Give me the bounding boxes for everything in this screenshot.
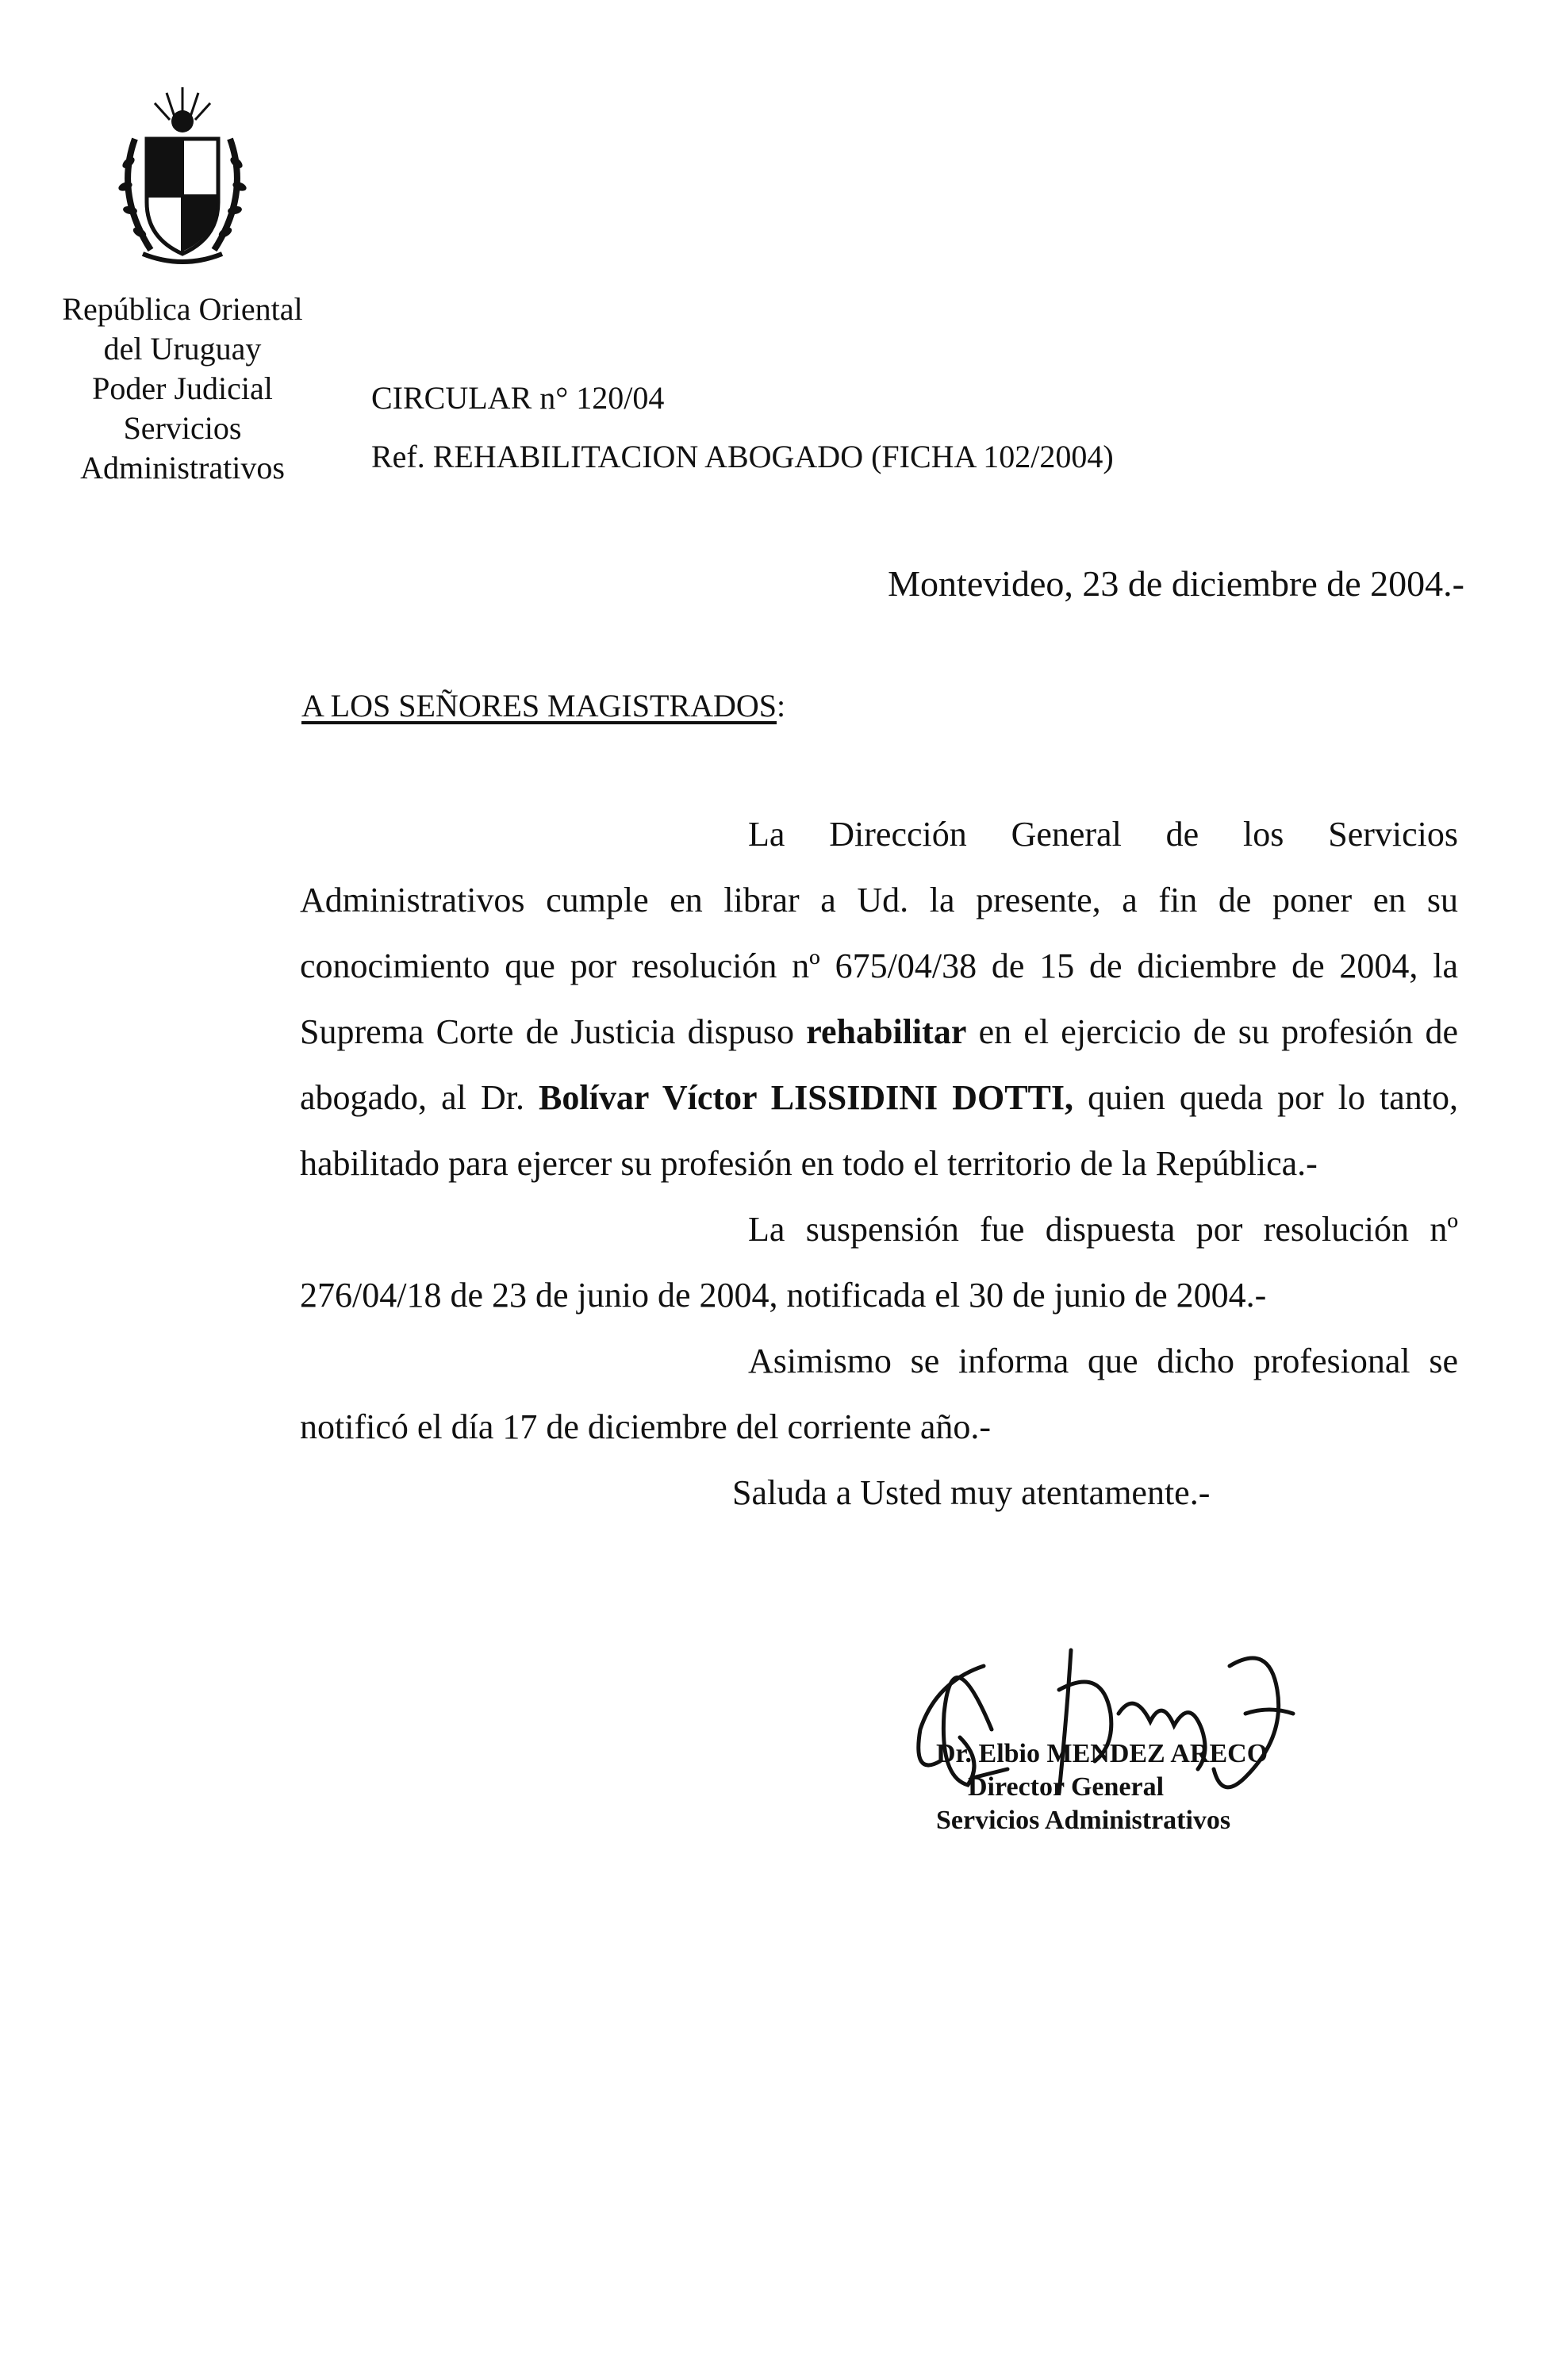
coat-of-arms-icon <box>111 83 254 274</box>
body-line: notificó el día 17 de diciembre del corriente año.- <box>300 1407 992 1446</box>
institution-line: República Oriental <box>62 291 303 327</box>
body-line: Asimismo se informa que dicho profesional se <box>748 1342 1458 1380</box>
institution-line: del Uruguay <box>103 331 262 367</box>
salutation-text: A LOS SEÑORES MAGISTRADOS <box>301 688 777 724</box>
document-date: Montevideo, 23 de diciembre de 2004.- <box>888 563 1464 604</box>
body-line: habilitado para ejercer su profesión en todo el territorio de la República.- <box>300 1144 1318 1183</box>
institution-block <box>32 290 333 488</box>
letter-body <box>300 801 1458 1526</box>
body-bold-text: rehabilitar <box>806 1012 967 1051</box>
institution-line: Administrativos <box>80 450 285 486</box>
body-line: La suspensión fue dispuesta por resolución nº <box>748 1210 1458 1249</box>
body-line: La Dirección General de los Servicios <box>748 815 1458 854</box>
body-text: en el ejercicio de su profesión de <box>978 1012 1459 1051</box>
signer-name: Dr. Elbio MENDEZ ARECO <box>936 1739 1268 1768</box>
institution-line: Servicios <box>123 410 242 446</box>
signature-block <box>936 1737 1268 1837</box>
body-text: abogado, al Dr. <box>300 1078 524 1117</box>
body-line: 276/04/18 de 23 de junio de 2004, notificada el 30 de junio de 2004.- <box>300 1276 1267 1315</box>
circular-number: CIRCULAR n° 120/04 <box>371 380 665 416</box>
body-line <box>300 1065 1458 1130</box>
signer-office: Servicios Administrativos <box>936 1806 1231 1835</box>
salutation <box>301 686 785 726</box>
salutation-suffix: : <box>776 688 786 724</box>
body-line: Administrativos cumple en librar a Ud. la presente, a fin de poner en su <box>300 881 1458 919</box>
closing-line: Saluda a Usted muy atentamente.- <box>732 1473 1211 1512</box>
body-text: quien queda por lo tanto, <box>1088 1078 1459 1117</box>
lawyer-name: Bolívar Víctor LISSIDINI DOTTI, <box>539 1078 1074 1117</box>
institution-line: Poder Judicial <box>92 370 273 406</box>
body-line <box>300 999 1458 1065</box>
body-text: Suprema Corte de Justicia dispuso <box>300 1012 795 1051</box>
signer-title: Director General <box>968 1772 1165 1802</box>
reference-line: Ref. REHABILITACION ABOGADO (FICHA 102/2004) <box>371 439 1114 474</box>
body-line: conocimiento que por resolución nº 675/04/38 de 15 de diciembre de 2004, la <box>300 946 1458 985</box>
